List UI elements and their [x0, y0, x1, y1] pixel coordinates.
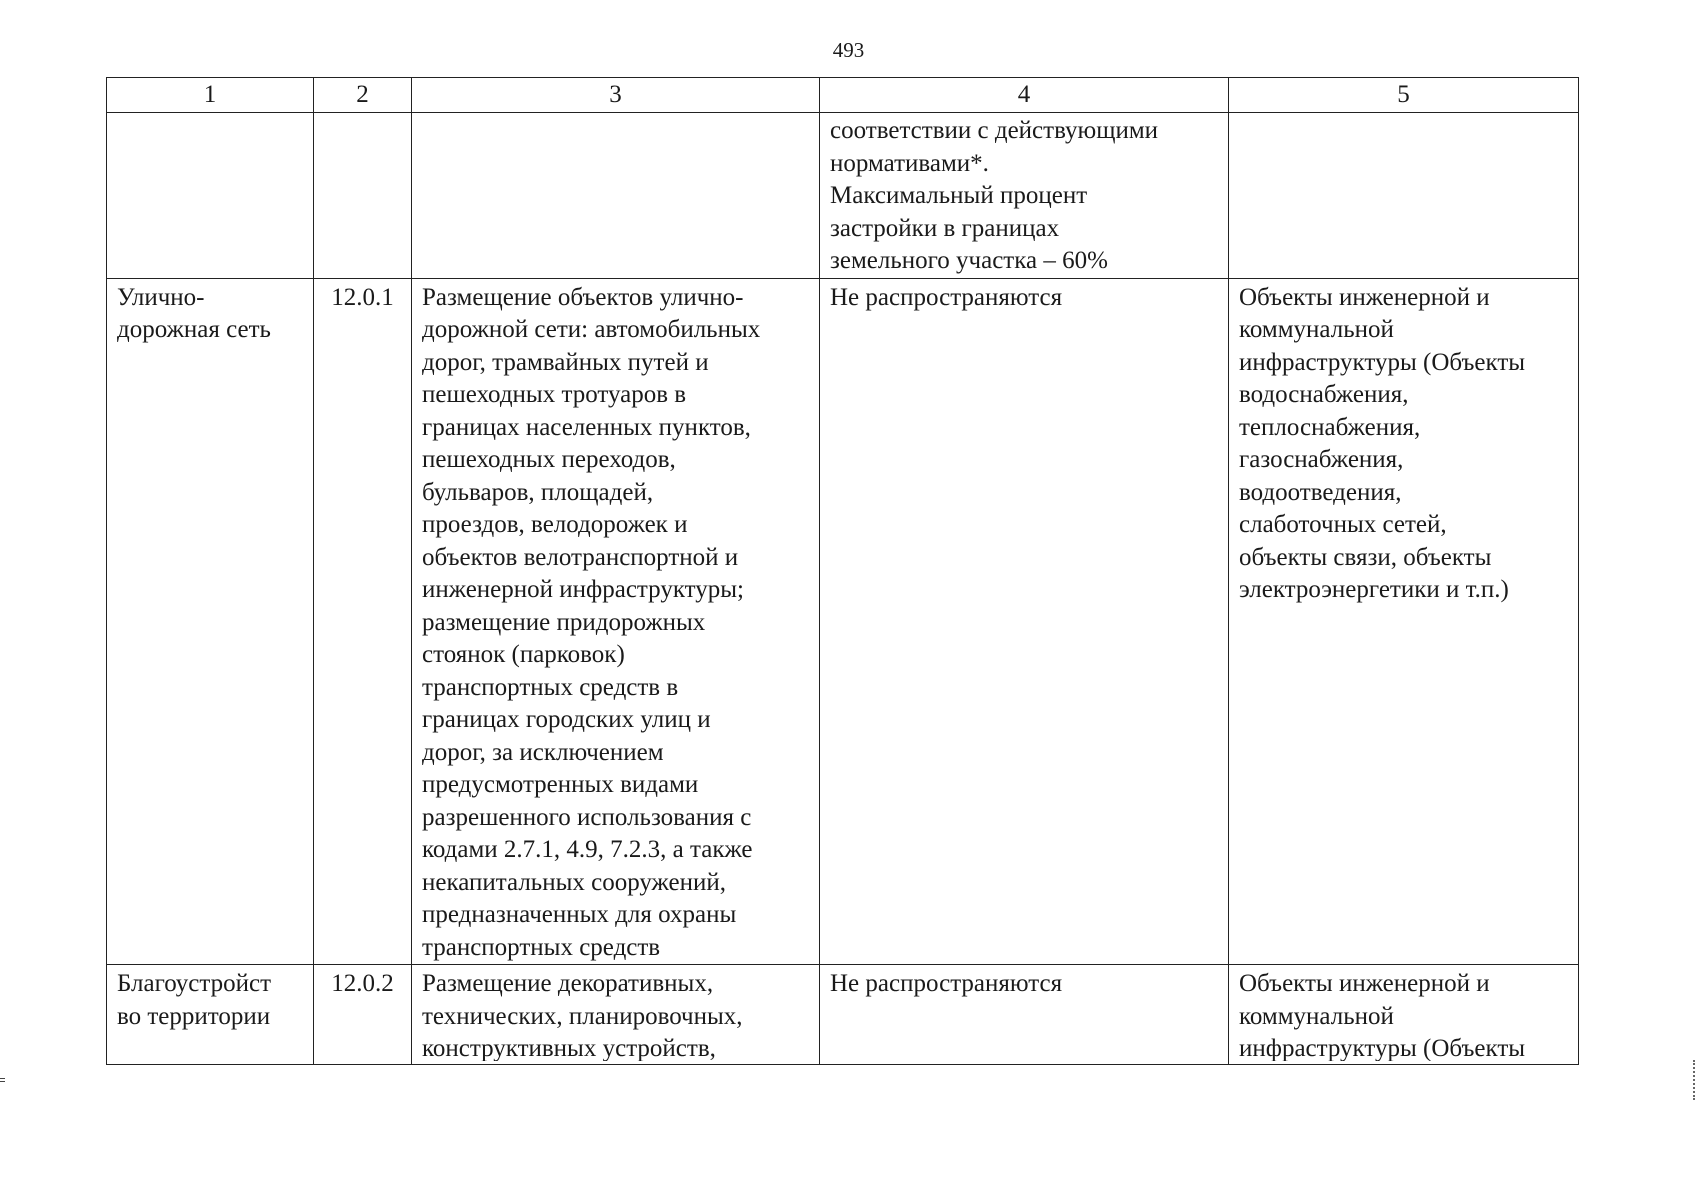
scan-edge-mark-left [0, 1078, 5, 1082]
table-row-landscaping [107, 965, 1579, 1065]
table-row-continuation [107, 113, 1579, 279]
column-header-2: 2 [314, 78, 412, 113]
cell-use-name [107, 113, 314, 279]
cell-code: 12.0.2 [314, 965, 412, 1065]
header-row [107, 78, 1579, 113]
cell-use-name: Благоустройст во территории [107, 965, 314, 1065]
column-header-4: 4 [820, 78, 1229, 113]
cell-auxiliary-uses: Объекты инженерной и коммунальной инфраструктуры (Объекты водоснабжения, теплоснабжения, газоснабжения, водоотведения, слаботочных сетей, объекты связи, объекты электроэнергетики и т.п.) [1229, 278, 1579, 965]
cell-code: 12.0.1 [314, 278, 412, 965]
cell-use-name: Улично- дорожная сеть [107, 278, 314, 965]
table-row-street-network [107, 278, 1579, 965]
column-header-3: 3 [412, 78, 820, 113]
cell-code [314, 113, 412, 279]
scan-edge-mark-right [1693, 1060, 1697, 1100]
cell-parameters: Не распространяются [820, 965, 1229, 1065]
cell-description: Размещение декоративных, технических, планировочных, конструктивных устройств, [412, 965, 820, 1065]
cell-parameters: соответствии с действующими нормативами*. Максимальный процент застройки в границах земельного участка – 60% [820, 113, 1229, 279]
cell-auxiliary-uses [1229, 113, 1579, 279]
column-header-1: 1 [107, 78, 314, 113]
zoning-table [106, 77, 1579, 1065]
cell-description [412, 113, 820, 279]
cell-parameters: Не распространяются [820, 278, 1229, 965]
column-header-5: 5 [1229, 78, 1579, 113]
page-number: 493 [832, 38, 865, 62]
cell-description: Размещение объектов улично- дорожной сети: автомобильных дорог, трамвайных путей и пешеходных тротуаров в границах населенных пунктов, пешеходных переходов, бульваров, площадей, проездов, велодорожек и объектов велотранспортной и инженерной инфраструктуры; размещение придорожных стоянок (парковок) транспортных средств в границах городских улиц и дорог, за исключением предусмотренных видами разрешенного использования с кодами 2.7.1, 4.9, 7.2.3, а также некапитальных сооружений, предназначенных для охраны транспортных средств [412, 278, 820, 965]
cell-auxiliary-uses: Объекты инженерной и коммунальной инфраструктуры (Объекты [1229, 965, 1579, 1065]
